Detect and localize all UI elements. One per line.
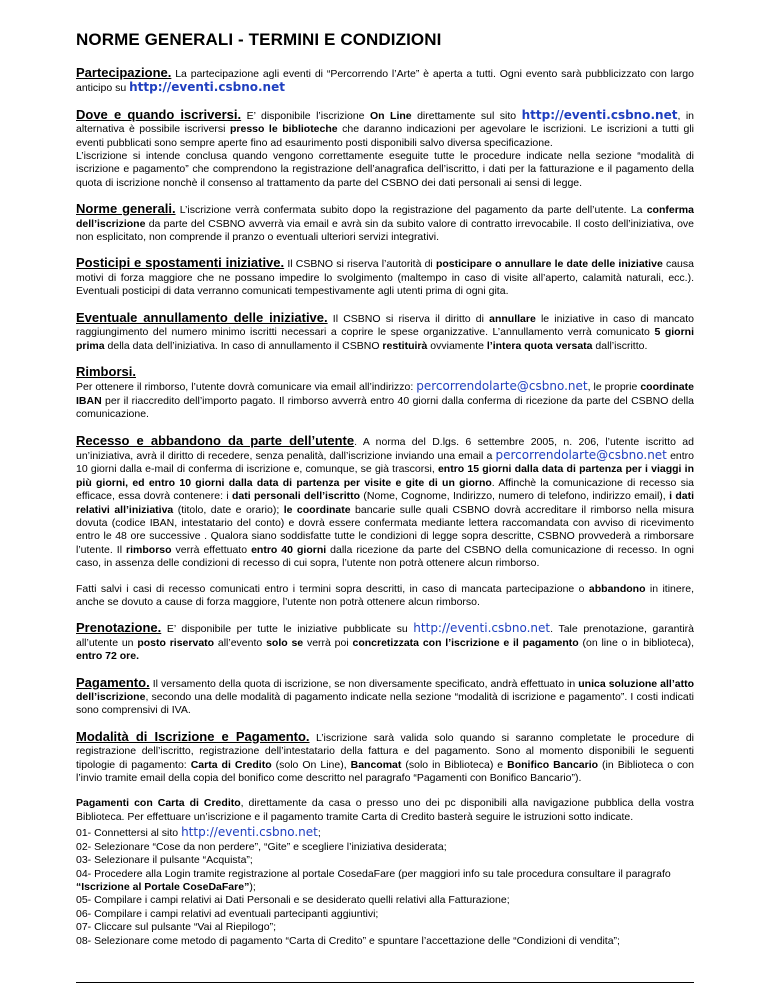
bold-text: entro 15 giorni dalla data di partenza per i viaggi in più giorni, ed entro 10 giorni dalla data di partenza per visite e gite di un giorno [76, 463, 694, 489]
bold-text: coordinate IBAN [76, 381, 694, 407]
section-annullamento [76, 311, 694, 353]
list-item [76, 868, 694, 895]
text: , direttamente da casa o presso uno dei pc disponibili alla navigazione pubblica della vostra Biblioteca. Per effettuare un’iscrizione e il pagamento tramite Carta di Credito basterà seguire le istruzioni sotto indicate. [76, 797, 694, 823]
text: verrà poi [303, 636, 353, 649]
text: . A norma del D.lgs. 6 settembre 2005, n. 206, l’utente iscritto ad un’iniziativa, avrà il diritto di recedere, senza penalità, dall’iscrizione inviando una email a [76, 435, 694, 462]
bold-text: restituirà [382, 339, 428, 352]
text: Il CSBNO si riserva l’autorità di [284, 258, 436, 271]
text: , le proprie [587, 381, 641, 394]
text: Il CSBNO si riserva il diritto di [327, 312, 490, 325]
text: (on line o in biblioteca), [578, 636, 695, 649]
text: entro 10 giorni dalla e-mail di conferma di iscrizione e, comunque, se già trascorsi, [76, 449, 694, 476]
link-eventi[interactable]: http://eventi.csbno.net [413, 621, 551, 636]
bold-text: 5 giorni prima [76, 326, 695, 352]
text: . Tale prenotazione, garantirà all’utente un [76, 623, 694, 649]
section-partecipazione [76, 66, 694, 96]
page-title: NORME GENERALI - TERMINI E CONDIZIONI [76, 30, 442, 49]
text: causa motivi di forza maggiore che ne possano impedire lo svolgimento (maltempo in caso di visite all’aperto, calamità naturali, ecc.). Eventuali posticipi di data verranno comunicati tempestivamente agli utenti prima di ogni gita. [76, 258, 694, 298]
text: L’iscrizione verrà confermata subito dopo la registrazione del pagamento da parte dell’utente. La [175, 204, 647, 217]
bold-text: Bancomat [350, 758, 402, 771]
bold-text: Bonifico Bancario [507, 758, 599, 771]
list-item: 05- Compilare i campi relativi ai Dati Personali e se desiderato quelli relativi alla Fatturazione; [76, 894, 510, 907]
heading-rimborsi: Rimborsi. [76, 363, 136, 379]
text: in itinere, anche se dovuto a cause di forza maggiore, l’utente non potrà ottenere alcun rimborso. [76, 582, 694, 608]
text: E’ disponibile l’iscrizione [241, 109, 370, 122]
section-prenotazione [76, 621, 694, 663]
heading-posticipi: Posticipi e spostamenti iniziative. [76, 255, 285, 271]
text: Fatti salvi i casi di recesso comunicati entro i termini sopra descritti, in caso di mancata partecipazione o [76, 582, 589, 595]
link-eventi[interactable]: http://eventi.csbno.net [521, 107, 678, 122]
text: che daranno indicazioni per agevolare le iscrizioni. Le iscrizioni a tutti gli eventi pubblicati sono sempre aperte fino ad esaurimento posti disponibili salvo diversa specificazione. [76, 123, 694, 149]
section-modalita [76, 730, 694, 786]
text: dalla ricezione da parte del CSBNO della comunicazione di recesso. In ogni caso, in assenza delle condizioni di recesso di cui sopra, l’utente non potrà ottenere alcun rimborso. [76, 543, 694, 570]
text: all’evento [214, 636, 267, 649]
text: ); [249, 880, 256, 893]
bold-text: conferma dell’iscrizione [76, 204, 694, 230]
section-pagamento [76, 676, 694, 718]
list-item: 06- Compilare i campi relativi ad eventuali partecipanti aggiuntivi; [76, 907, 379, 920]
bold-text: abbandono [588, 582, 646, 595]
section-dove-quando [76, 108, 694, 190]
text: La partecipazione agli eventi di “Percorrendo l’Arte” è aperta a tutti. Ogni evento sarà pubblicizzato con largo anticipo su [76, 68, 694, 95]
paragraph: L’iscrizione si intende conclusa quando vengono correttamente eseguite tutte le procedure indicate nella sezione “modalità di iscrizione e pagamento” che comprendono la registrazione dell’anagrafica dell’iscritto, i dati per la fatturazione e il pagamento della quota di iscrizione nonchè il consenso al trattamento da parte del CSBNO dei dati personali ai sensi di legge. [76, 150, 694, 189]
text: 04- Procedere alla Login tramite registrazione al portale CosedaFare (per maggiori info su tale procedura consultare il paragrafo [76, 867, 671, 880]
heading-pagamento: Pagamento. [76, 674, 150, 690]
list-item: 07- Cliccare sul pulsante “Vai al Riepilogo”; [76, 921, 276, 934]
text: bancarie sulle quali CSBNO dovrà accreditare il rimborso nella misura dovuta (codice IBAN, intestatario del conto) e dovrà essere confermata mediante lettera raccomandata con avviso di ricevimento entro le 48 ore successive . Qualora siano soddisfatte tutte le condizioni di legge sopra descritte, CSBNO provvederà a rimborsare l’utente. Il [76, 503, 694, 556]
text: 01- Connettersi al sito [76, 827, 182, 840]
text: (in Biblioteca o con l’invio tramite email della copia del bonifico come descritto nel paragrafo “Pagamenti con Bonifico Bancario”). [76, 758, 694, 785]
text: Il versamento della quota di iscrizione, se non diversamente specificato, andrà effettuato in [149, 677, 579, 690]
section-recesso [76, 434, 694, 610]
bold-text: annullare [489, 312, 536, 325]
bold-text: unica soluzione all’atto dell’iscrizione [76, 677, 694, 704]
heading-recesso: Recesso e abbandono da parte dell’utente [76, 432, 355, 448]
heading-dove-quando: Dove e quando iscriversi. [76, 106, 242, 122]
link-eventi[interactable]: http://eventi.csbno.net [129, 80, 285, 95]
bold-text: Pagamenti con Carta di Credito [76, 797, 241, 810]
bold-text: On Line [369, 109, 412, 122]
text: ovviamente [427, 339, 487, 352]
text: , in alternativa è possibile iscriversi [76, 109, 695, 136]
heading-partecipazione: Partecipazione. [76, 65, 172, 80]
text: , secondo una delle modalità di pagamento indicate nella sezione “modalità di iscrizione e pagamento”. I costi indicati sono comprensivi di IVA. [76, 691, 694, 717]
list-item: 08- Selezionare come metodo di pagamento “Carta di Credito” e spuntare l’accettazione delle “Condizioni di vendita”; [76, 934, 620, 947]
section-rimborsi [76, 365, 694, 422]
text: le iniziative in caso di mancato raggiungimento del numero minimo iscritti necessari a coprire le spese organizzative. L’annullamento verrà comunicato [76, 312, 695, 339]
heading-prenotazione: Prenotazione. [76, 620, 162, 636]
heading-norme-generali: Norme generali. [76, 201, 176, 217]
bold-text: posto riservato [137, 636, 215, 649]
section-posticipi [76, 256, 694, 298]
text: per il riaccredito dell’importo pagato. Il rimborso avverrà entro 40 giorni dalla conferma di ricezione da parte del CSBNO della comunicazione. [76, 394, 694, 421]
email-link[interactable]: percorrendolarte@csbno.net [416, 379, 588, 394]
list-item [76, 826, 694, 840]
section-norme-generali [76, 202, 694, 244]
bold-text: le coordinate [283, 503, 351, 516]
text: E’ disponibile per tutte le iniziative pubblicate su [161, 623, 414, 636]
text: da parte del CSBNO avverrà via email e avrà sin da subito valore di contratto irrevocabile. Il costo dell’iniziativa, ove non esplicitato, non comprende il pranzo o eventuali ulteriori servizi integrativi. [76, 217, 694, 244]
section-carta-di-credito [76, 797, 694, 824]
text: verrà effettuato [171, 543, 252, 556]
bold-text: presso le biblioteche [230, 123, 338, 136]
text: (solo in Biblioteca) e [401, 758, 508, 771]
bold-text: rimborso [126, 543, 172, 556]
heading-annullamento: Eventuale annullamento delle iniziative. [76, 309, 328, 325]
text: L’iscrizione sarà valida solo quando si saranno completate le procedure di registrazione dell’iscritto, registrazione dell’intestatario della fattura e del pagamento. Sono al momento disponibili le seguenti tipologie di pagamento: [76, 731, 694, 771]
text: ; [317, 827, 321, 840]
text: dall’iscritto. [592, 339, 648, 352]
bottom-divider [76, 982, 694, 983]
bold-text: dati personali dell’iscritto [232, 490, 361, 503]
bold-text: Carta di Credito [190, 758, 272, 771]
email-link[interactable]: percorrendolarte@csbno.net [495, 447, 667, 462]
bold-text: “Iscrizione al Portale CoseDaFare” [76, 880, 250, 893]
bold-text: concretizzata con l’iscrizione e il pagamento [352, 636, 579, 649]
list-item: 02- Selezionare “Cose da non perdere”, “Gite” e scegliere l’iniziativa desiderata; [76, 840, 447, 853]
text: (Nome, Cognome, Indirizzo, numero di telefono, indirizzo email), [360, 490, 670, 503]
link-eventi[interactable]: http://eventi.csbno.net [181, 825, 318, 840]
steps-list [76, 826, 694, 948]
text: direttamente sul sito [411, 109, 522, 122]
text: . Affinchè la comunicazione di recesso sia efficace, essa dovrà contenere: i [76, 476, 694, 503]
text: (solo On Line), [271, 758, 351, 771]
text: Per ottenere il rimborso, l’utente dovrà comunicare via email all’indirizzo: [76, 381, 417, 394]
heading-modalita: Modalità di Iscrizione e Pagamento. [76, 728, 310, 744]
bold-text: l’intera quota versata [486, 339, 593, 352]
bold-text: entro 40 giorni [251, 543, 327, 556]
text: (titolo, date e orario); [173, 503, 284, 516]
bold-text: posticipare o annullare le date delle iniziative [435, 258, 663, 271]
bold-text: solo se [266, 636, 304, 649]
list-item: 03- Selezionare il pulsante “Acquista”; [76, 854, 253, 867]
text: della data dell’iniziativa. In caso di annullamento il CSBNO [104, 339, 383, 352]
bold-text: i dati relativi all’iniziativa [76, 490, 695, 516]
bold-text: entro 72 ore. [76, 650, 140, 663]
